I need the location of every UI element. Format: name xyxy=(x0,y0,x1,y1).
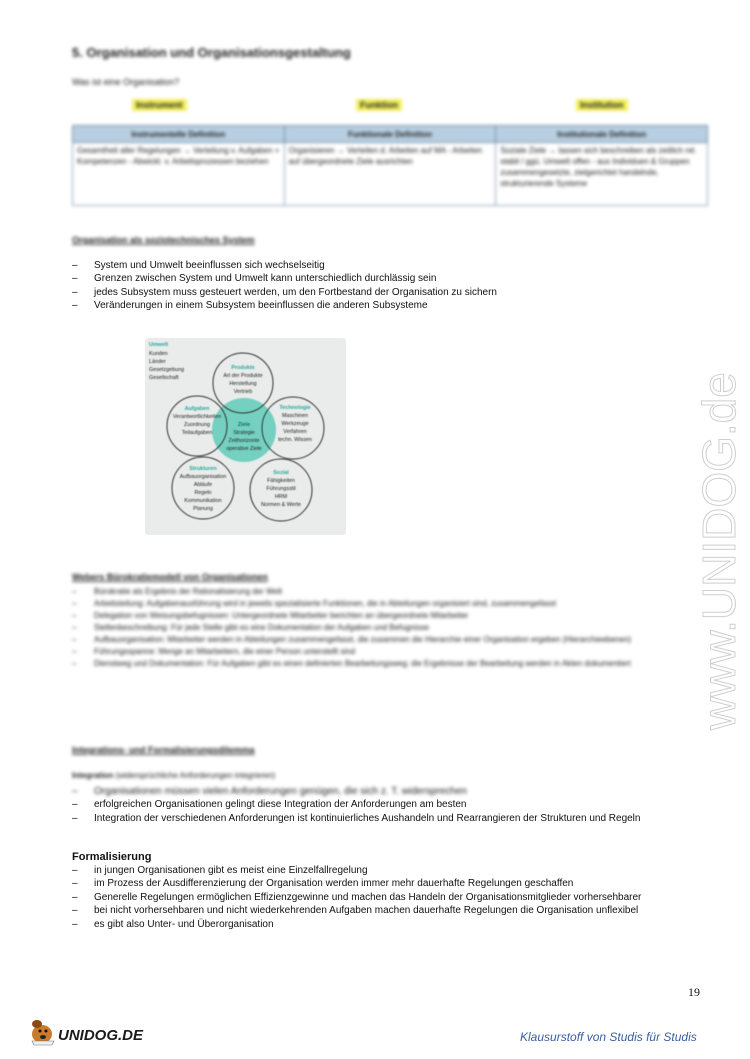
page-number: 19 xyxy=(688,985,700,999)
footer-slogan: Klausurstoff von Studis für Studis xyxy=(520,1030,697,1044)
social-item: Führungsstil xyxy=(266,486,296,492)
products-item: Vertrieb xyxy=(233,389,253,395)
list-item: – Generelle Regelungen ermöglichen Effizienzgewinne und machen das Handeln der Organisationsmitglieder vorhersehbarer xyxy=(72,891,712,904)
system-diagram xyxy=(145,338,346,535)
structures-item: Regeln xyxy=(194,490,212,496)
umwelt-title: Umwelt xyxy=(149,342,169,348)
products-item: Herstellung xyxy=(229,381,257,387)
list-item: – Organisationen müssen vielen Anforderungen genügen, die sich z. T. widersprechen xyxy=(72,785,712,798)
list-item: – erfolgreichen Organisationen gelingt diese Integration der Anforderungen am besten xyxy=(72,798,712,811)
list-item: – Bürokratie als Ergebnis der Rationalisierung der Welt xyxy=(72,586,712,598)
list-item: – Stellenbeschreibung: Für jede Stelle gibt es eine Dokumentation der Aufgaben und Befugnisse xyxy=(72,622,712,634)
social-item: Normen & Werte xyxy=(260,502,302,508)
structures-item: Planung xyxy=(193,506,213,512)
list-item: – jedes Subsystem muss gesteuert werden, um den Fortbestand der Organisation zu sichern xyxy=(72,286,692,299)
social-title: Sozial xyxy=(273,470,289,476)
social-item: HRM xyxy=(274,494,288,500)
list-item: – es gibt also Unter- und Überorganisation xyxy=(72,918,712,931)
umwelt-item: Gesellschaft xyxy=(149,375,179,381)
structures-item: Abläufe xyxy=(193,482,213,488)
system-bullet-list xyxy=(72,259,692,313)
products-title: Produkte xyxy=(231,365,255,371)
umwelt-item: Länder xyxy=(149,359,166,365)
definition-tabs xyxy=(72,99,708,115)
list-item: – bei nicht vorhersehbaren und nicht wiederkehrenden Aufgaben machen dauerhafte Regelungen die Organisation unflexibel xyxy=(72,904,712,917)
watermark-text: www.UNIDOG.de xyxy=(693,372,745,730)
tab-instrument: Instrument xyxy=(132,99,187,111)
structures-item: Aufbauorganisation xyxy=(179,474,227,480)
tasks-title: Aufgaben xyxy=(184,406,210,412)
integration-heading: Integrations- und Formalisierungsdilemma xyxy=(72,745,255,755)
tasks-item: Verantwortlichkeiten xyxy=(172,414,222,420)
list-item: – Aufbauorganisation: Mitarbeiter werden in Abteilungen zusammengefasst, die zusammen die Hierarchie einer Organisation ergeben (Hierarchieebenen) xyxy=(72,634,712,646)
list-item: – System und Umwelt beeinflussen sich wechselseitig xyxy=(72,259,692,272)
list-item: – Arbeitsteilung: Aufgabenausführung wird in jeweils spezialisierte Funktionen, die in Abteilungen organisiert sind, zusammengefasst xyxy=(72,598,712,610)
integration-bullet-list xyxy=(72,785,712,825)
umwelt-item: Kunden xyxy=(149,351,168,357)
table-cell: Soziale Ziele → lassen sich beschreiben als zeitlich rel. stabil / ggü. Umwelt offen - aus Individuen & Gruppen zusammengesetzte, zielgerichtet handelnde, strukturierende Systeme xyxy=(496,143,708,206)
integration-label-line xyxy=(72,771,275,780)
logo-text: UNIDOG.DE xyxy=(58,1027,144,1044)
table-cell: Organisieren → Verteilen d. Arbeiten auf MA - Arbeiten auf übergeordnete Ziele ausrichten xyxy=(284,143,496,206)
table-header: Funktionale Definition xyxy=(284,126,496,143)
goals-title: Ziele xyxy=(237,422,251,428)
goals-item: Strategie xyxy=(233,430,255,436)
list-item: – Dienstweg und Dokumentation: Für Aufgaben gibt es einen definierten Bearbeitungsweg; die Ergebnisse der Bearbeitung werden in Akten dokumentiert xyxy=(72,658,712,670)
dog-icon xyxy=(32,1020,54,1045)
tasks-item: Teilaufgaben xyxy=(181,430,213,436)
formalisierung-heading: Formalisierung xyxy=(72,851,152,863)
tab-funktion: Funktion xyxy=(356,99,402,111)
products-item: Art der Produkte xyxy=(223,373,263,379)
formalisierung-bullet-list xyxy=(72,864,712,931)
integration-sub: (widersprüchliche Anforderungen integrieren) xyxy=(115,771,276,780)
question-text: Was ist eine Organisation? xyxy=(72,77,180,87)
list-item: – Integration der verschiedenen Anforderungen ist kontinuierliches Aushandeln und Rearrangieren der Strukturen und Regeln xyxy=(72,812,712,825)
list-item: – im Prozess der Ausdifferenzierung der Organisation werden immer mehr dauerhafte Regelungen geschaffen xyxy=(72,877,712,890)
technology-item: techn. Wissen xyxy=(278,437,312,443)
goals-item: Zeithorizonte xyxy=(228,438,260,444)
structures-title: Strukturen xyxy=(189,466,217,472)
unidog-logo xyxy=(28,1013,153,1052)
weber-heading: Webers Bürokratiemodell von Organisationen xyxy=(72,572,268,582)
list-item: – Grenzen zwischen System und Umwelt kann unterschiedlich durchlässig sein xyxy=(72,272,692,285)
list-item: – Veränderungen in einem Subsystem beeinflussen die anderen Subsysteme xyxy=(72,299,692,312)
weber-bullet-list xyxy=(72,586,712,670)
list-item: – Delegation von Weisungsbefugnissen: Untergeordnete Mitarbeiter berichten an übergeordnete Mitarbeiter xyxy=(72,610,712,622)
table-header: Instrumentelle Definition xyxy=(73,126,285,143)
tasks-item: Zuordnung xyxy=(183,422,211,428)
list-item: – Führungsspanne: Menge an Mitarbeitern, die einer Person unterstellt sind xyxy=(72,646,712,658)
technology-item: Werkzeuge xyxy=(281,421,309,427)
goals-item: operative Ziele xyxy=(226,446,262,452)
umwelt-item: Gesetzgebung xyxy=(149,367,185,373)
table-header: Institutionale Definition xyxy=(496,126,708,143)
social-item: Fähigkeiten xyxy=(267,478,295,484)
technology-title: Technologie xyxy=(279,405,311,411)
section-heading: 5. Organisation und Organisationsgestaltung xyxy=(72,45,351,60)
definitions-table xyxy=(72,125,708,206)
list-item: – in jungen Organisationen gibt es meist eine Einzelfallregelung xyxy=(72,864,712,877)
unidog-watermark xyxy=(640,290,750,740)
integration-label: Integration xyxy=(72,771,114,780)
structures-item: Kommunikation xyxy=(184,498,222,504)
technology-item: Verfahren xyxy=(283,429,307,435)
technology-item: Maschinen xyxy=(281,413,309,419)
table-cell: Gesamtheit aller Regelungen → Verteilung v. Aufgaben + Kompetenzen - Abwickl. v. Arbeitsprozessen beziehen xyxy=(73,143,285,206)
system-heading: Organisation als soziotechnisches System xyxy=(72,235,255,245)
tab-institution: Institution xyxy=(576,99,628,111)
